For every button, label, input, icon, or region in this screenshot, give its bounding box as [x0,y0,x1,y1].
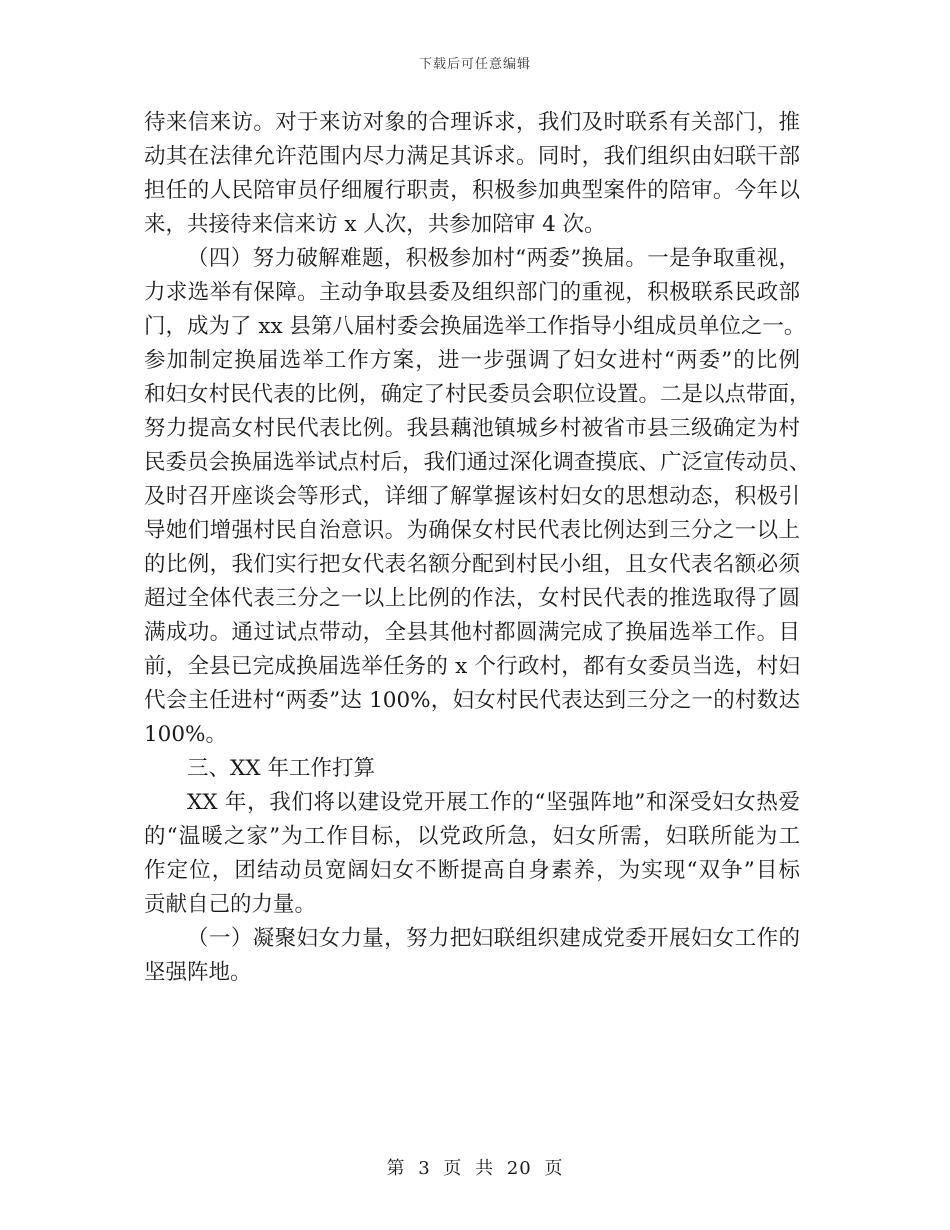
text-line: 动其在法律允许范围内尽力满足其诉求。同时，我们组织由妇联干部 [144,144,800,169]
text-line: （四）努力破解难题，积极参加村“两委”换届。一是争取重视， [187,246,800,271]
text-line: 前，全县已完成换届选举任务的 x 个行政村，都有女委员当选，村妇 [144,654,800,679]
text-line: 门，成为了 xx 县第八届村委会换届选举工作指导小组成员单位之一。 [144,314,806,339]
text-line: 努力提高女村民代表比例。我县藕池镇城乡村被省市县三级确定为村 [144,416,800,441]
text-line: 100%。 [144,722,227,747]
text-line: 三、XX 年工作打算 [187,756,375,781]
text-line: 民委员会换届选举试点村后，我们通过深化调查摸底、广泛宣传动员、 [144,450,811,475]
text-line: 参加制定换届选举工作方案，进一步强调了妇女进村“两委”的比例 [144,348,800,373]
text-line: 和妇女村民代表的比例，确定了村民委员会职位设置。二是以点带面， [144,382,811,407]
body-text [144,106,811,990]
text-line: 及时召开座谈会等形式，详细了解掌握该村妇女的思想动态，积极引 [144,484,800,509]
page-header: 下载后可任意编辑 [418,57,531,72]
text-line: 满成功。通过试点带动，全县其他村都圆满完成了换届选举工作。目 [144,620,800,645]
text-line: XX 年，我们将以建设党开展工作的“坚强阵地”和深受妇女热爱 [187,790,800,815]
page-number: 第 3 页 共 20 页 [386,1158,564,1179]
text-line: 超过全体代表三分之一以上比例的作法，女村民代表的推选取得了圆 [144,586,800,611]
text-line: 的“温暖之家”为工作目标，以党政所急，妇女所需，妇联所能为工 [144,824,800,849]
text-line: （一）凝聚妇女力量，努力把妇联组织建成党委开展妇女工作的 [187,926,800,951]
text-line: 力求选举有保障。主动争取县委及组织部门的重视，积极联系民政部 [144,280,800,305]
text-line: 担任的人民陪审员仔细履行职责，积极参加典型案件的陪审。今年以 [144,178,800,203]
text-line: 作定位，团结动员宽阔妇女不断提高自身素养，为实现“双争”目标 [144,858,800,883]
text-line: 导她们增强村民自治意识。为确保女村民代表比例达到三分之一以上 [144,518,800,543]
text-line: 代会主任进村“两委”达 100%，妇女村民代表达到三分之一的村数达 [144,688,800,713]
text-line: 的比例，我们实行把女代表名额分配到村民小组，且女代表名额必须 [144,552,800,577]
text-line: 贡献自己的力量。 [144,892,317,917]
text-line: 待来信来访。对于来访对象的合理诉求，我们及时联系有关部门，推 [144,110,800,135]
text-line: 坚强阵地。 [144,960,252,985]
text-line: 来，共接待来信来访 x 人次，共参加陪审 4 次。 [144,212,606,237]
